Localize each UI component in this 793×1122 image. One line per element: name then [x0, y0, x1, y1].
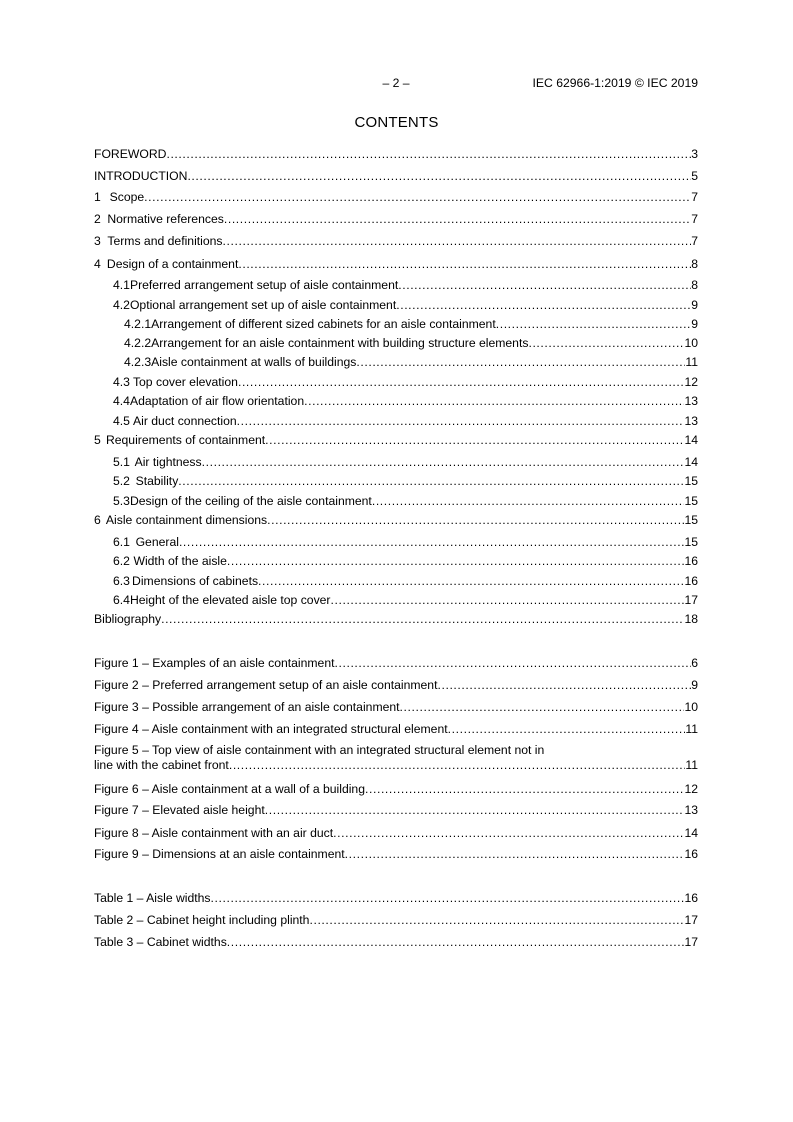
figure-entry-page: 13: [684, 803, 698, 817]
toc-entry-page: 16: [684, 574, 698, 588]
toc-entry-title: Design of the ceiling of the aisle containment: [129, 494, 372, 508]
dot-leader: [400, 700, 685, 715]
dot-leader: [372, 494, 685, 509]
table-entry-page: 17: [684, 935, 698, 949]
toc-entry-number: 4.2: [113, 298, 130, 312]
dot-leader: [227, 554, 685, 569]
dot-leader: [333, 826, 684, 841]
toc-entry-page: 9: [691, 298, 698, 312]
figure-entry-page: 9: [691, 678, 698, 692]
figure-entry-page: 16: [684, 847, 698, 861]
figure-entry[interactable]: [94, 826, 698, 841]
toc-entry-number: 4.1: [113, 278, 130, 292]
figure-entry-page: 10: [684, 700, 698, 714]
toc-entry[interactable]: [113, 298, 698, 313]
figure-entry[interactable]: [94, 700, 698, 715]
table-entry-title: Table 2 – Cabinet height including plinth: [94, 913, 310, 927]
toc-entry-page: 8: [691, 278, 698, 292]
dot-leader: [258, 574, 684, 589]
toc-entry[interactable]: [94, 147, 698, 162]
dot-leader: [229, 758, 686, 773]
dot-leader: [365, 782, 684, 797]
toc-entry-title: Air tightness: [134, 455, 202, 469]
dot-leader: [345, 847, 685, 862]
toc-entry-title: Arrangement for an aisle containment with building structure elements: [151, 336, 529, 350]
dot-leader: [437, 678, 691, 693]
figure-entry-title: Figure 8 – Aisle containment with an air duct: [94, 826, 334, 840]
toc-entry-page: 16: [684, 554, 698, 568]
toc-entry-number: 6.2: [113, 554, 130, 568]
table-entry-title: Table 3 – Cabinet widths: [94, 935, 227, 949]
figure-entry-page: 11: [685, 722, 698, 736]
toc-entry-page: 17: [684, 593, 698, 607]
toc-entry-page: 13: [684, 394, 698, 408]
toc-entry-title: Preferred arrangement setup of aisle containment: [129, 278, 399, 292]
toc-entry-title: Top cover elevation: [132, 375, 238, 389]
toc-entry-title: Stability: [135, 474, 179, 488]
table-entry[interactable]: [94, 891, 698, 906]
toc-entry-number: 4.2.1: [124, 317, 152, 331]
toc-entry-title: Arrangement of different sized cabinets for an aisle containment: [151, 317, 496, 331]
toc-entry-title: Optional arrangement set up of aisle containment: [129, 298, 397, 312]
table-entry[interactable]: [94, 913, 698, 928]
dot-leader: [237, 414, 685, 429]
toc-entry[interactable]: [124, 317, 698, 332]
figure-entry[interactable]: [94, 656, 698, 671]
toc-entry-title: General: [135, 535, 179, 549]
figure-entry-title: Figure 7 – Elevated aisle height: [94, 803, 265, 817]
dot-leader: [144, 190, 691, 205]
figure-entry-continuation: [94, 758, 698, 773]
dot-leader: [265, 803, 685, 818]
toc-entry-page: 14: [684, 433, 698, 447]
toc-entry[interactable]: [94, 212, 698, 227]
dot-leader: [304, 394, 684, 409]
toc-entry-page: 15: [684, 474, 698, 488]
toc-entry[interactable]: [94, 169, 698, 184]
toc-entry[interactable]: [124, 336, 698, 351]
toc-entry-page: 3: [691, 147, 698, 161]
toc-entry-page: 8: [691, 257, 698, 271]
toc-entry[interactable]: [113, 574, 698, 589]
toc-entry-title: Air duct connection: [133, 414, 237, 428]
dot-leader: [161, 612, 684, 627]
figure-entry-title: Figure 9 – Dimensions at an aisle containment: [94, 847, 345, 861]
toc-entry-number: 6: [94, 513, 101, 527]
dot-leader: [267, 513, 684, 528]
toc-entry[interactable]: [113, 474, 698, 489]
toc-entry-number: 6.3: [113, 574, 130, 588]
toc-entry-page: 14: [684, 455, 698, 469]
figure-entry-page: 11: [685, 758, 698, 772]
toc-entry-number: 4.2.3: [124, 355, 152, 369]
toc-entry[interactable]: [94, 190, 698, 205]
toc-entry-number: 5.1: [113, 455, 130, 469]
toc-entry-number: 5.2: [113, 474, 130, 488]
figure-entry[interactable]: [94, 803, 698, 818]
dot-leader: [398, 278, 691, 293]
toc-entry-number: 5: [94, 433, 101, 447]
dot-leader: [238, 375, 684, 390]
toc-entry-page: 7: [691, 190, 698, 204]
dot-leader: [265, 433, 684, 448]
toc-entry[interactable]: [113, 593, 698, 608]
toc-entry-number: 4.5: [113, 414, 130, 428]
toc-entry-title: Aisle containment at walls of buildings: [151, 355, 357, 369]
dot-leader: [396, 298, 691, 313]
figure-entry[interactable]: [94, 847, 698, 862]
toc-entry-page: 10: [684, 336, 698, 350]
table-entry[interactable]: [94, 935, 698, 950]
figure-entry-title: Figure 6 – Aisle containment at a wall of a building: [94, 782, 365, 796]
toc-entry[interactable]: [113, 394, 698, 409]
toc-entry-title: Scope: [109, 190, 145, 204]
toc-entry-title: Bibliography: [94, 612, 162, 626]
toc-entry-number: 4.2.2: [124, 336, 152, 350]
figure-entry[interactable]: [94, 678, 698, 693]
figure-entry-title: Figure 1 – Examples of an aisle containment: [94, 656, 335, 670]
toc-entry-title: Design of a containment: [106, 257, 239, 271]
figure-entry-page: 12: [684, 782, 698, 796]
toc-entry[interactable]: [113, 414, 698, 429]
toc-entry-page: 9: [691, 317, 698, 331]
toc-entry[interactable]: [94, 257, 698, 272]
toc-entry-page: 18: [684, 612, 698, 626]
toc-entry-title: Terms and definitions: [107, 234, 223, 248]
toc-entry-page: 5: [691, 169, 698, 183]
toc-entry[interactable]: [113, 278, 698, 293]
toc-entry-title: Adaptation of air flow orientation: [129, 394, 305, 408]
dot-leader: [227, 935, 685, 950]
page-number: – 2 –: [382, 76, 410, 90]
figure-entry-title: Figure 4 – Aisle containment with an integrated structural element: [94, 722, 448, 736]
toc-entry-title: Dimensions of cabinets: [132, 574, 259, 588]
dot-leader: [496, 317, 692, 332]
dot-leader: [202, 455, 685, 470]
figure-entry-title: Figure 3 – Possible arrangement of an aisle containment: [94, 700, 400, 714]
dot-leader: [224, 212, 691, 227]
dot-leader: [335, 656, 692, 671]
toc-entry[interactable]: [113, 375, 698, 390]
toc-entry[interactable]: [113, 535, 698, 550]
toc-entry[interactable]: [113, 455, 698, 470]
figure-entry[interactable]: [94, 743, 698, 773]
table-entry-page: 17: [684, 913, 698, 927]
toc-entry-page: 7: [691, 212, 698, 226]
toc-entry-title: INTRODUCTION: [94, 169, 188, 183]
toc-entry-number: 4: [94, 257, 101, 271]
toc-entry[interactable]: [113, 554, 698, 569]
dot-leader: [238, 257, 691, 272]
toc-entry-title: Normative references: [107, 212, 224, 226]
toc-entry-number: 4.4: [113, 394, 130, 408]
toc-entry-page: 13: [684, 414, 698, 428]
figure-entry-title: Figure 2 – Preferred arrangement setup of an aisle containment: [94, 678, 438, 692]
figure-entry-page: 6: [691, 656, 698, 670]
dot-leader: [166, 147, 691, 162]
table-entry-page: 16: [684, 891, 698, 905]
dot-leader: [178, 474, 684, 489]
page-title: CONTENTS: [354, 114, 439, 131]
dot-leader: [223, 234, 692, 249]
figure-entry-page: 14: [684, 826, 698, 840]
figure-entry[interactable]: [94, 722, 698, 737]
toc-entry[interactable]: [94, 433, 698, 448]
dot-leader: [309, 913, 684, 928]
toc-entry[interactable]: [124, 355, 698, 370]
toc-entry-number: 3: [94, 234, 101, 248]
toc-entry-number: 4.3: [113, 375, 130, 389]
toc-entry-page: 15: [684, 494, 698, 508]
toc-entry[interactable]: [113, 494, 698, 509]
dot-leader: [448, 722, 686, 737]
figure-entry-title: Figure 5 – Top view of aisle containment with an integrated structural element not in: [94, 743, 545, 757]
toc-entry[interactable]: [94, 513, 698, 528]
toc-entry-title: Requirements of containment: [105, 433, 266, 447]
toc-entry-page: 7: [691, 234, 698, 248]
dot-leader: [187, 169, 691, 184]
dot-leader: [331, 593, 685, 608]
toc-entry-title: Aisle containment dimensions: [105, 513, 268, 527]
dot-leader: [356, 355, 685, 370]
toc-entry-number: 6.1: [113, 535, 130, 549]
toc-entry-page: 11: [685, 355, 698, 369]
toc-entry-number: 2: [94, 212, 101, 226]
toc-entry-page: 12: [684, 375, 698, 389]
toc-entry-number: 6.4: [113, 593, 130, 607]
toc-entry-number: 5.3: [113, 494, 130, 508]
dot-leader: [211, 891, 685, 906]
figure-entry[interactable]: [94, 782, 698, 797]
standard-reference: IEC 62966-1:2019 © IEC 2019: [532, 76, 698, 90]
toc-entry-page: 15: [684, 513, 698, 527]
toc-entry[interactable]: [94, 612, 698, 627]
toc-entry-title: Width of the aisle: [133, 554, 227, 568]
toc-entry-page: 15: [684, 535, 698, 549]
table-entry-title: Table 1 – Aisle widths: [94, 891, 211, 905]
dot-leader: [528, 336, 684, 351]
toc-entry[interactable]: [94, 234, 698, 249]
toc-entry-number: 1: [94, 190, 101, 204]
figure-entry-title-continued: line with the cabinet front: [94, 758, 229, 772]
dot-leader: [179, 535, 685, 550]
toc-entry-title: FOREWORD: [94, 147, 167, 161]
toc-entry-title: Height of the elevated aisle top cover: [129, 593, 331, 607]
